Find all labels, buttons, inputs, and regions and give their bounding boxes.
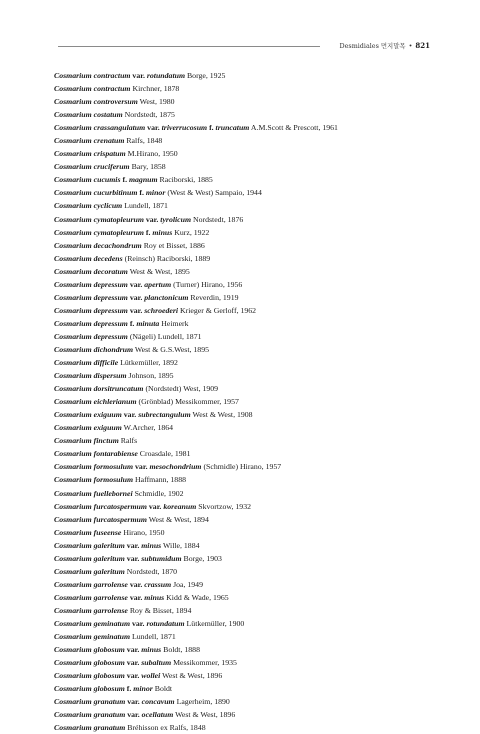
running-header xyxy=(58,40,430,52)
species-name: Cosmarium furcatospermum xyxy=(54,514,147,524)
species-author: (Turner) Hirano, 1956 xyxy=(173,279,243,289)
species-author: Haffmann, 1888 xyxy=(135,475,186,485)
page-number: 821 xyxy=(415,41,430,50)
species-author: Croasdale, 1981 xyxy=(139,449,191,459)
species-name: Cosmarium contractum xyxy=(54,84,131,94)
species-name: Cosmarium granatum var. ocellatum xyxy=(54,710,174,720)
species-name: Cosmarium cucurbitinum f. minor xyxy=(54,188,166,198)
list-item xyxy=(54,252,444,265)
list-item xyxy=(54,434,444,447)
species-name: Cosmarium depressum xyxy=(54,331,128,341)
species-author: Krieger & Gerloff, 1962 xyxy=(180,305,257,315)
list-item xyxy=(54,408,444,421)
list-item xyxy=(54,591,444,604)
species-author: Boldt xyxy=(154,684,173,694)
species-author: Bary, 1858 xyxy=(131,162,166,172)
list-item xyxy=(54,708,444,721)
species-name: Cosmarium decoratum xyxy=(54,266,128,276)
species-author: West & West, 1894 xyxy=(148,514,209,524)
list-item xyxy=(54,356,444,369)
list-item xyxy=(54,682,444,695)
species-author: (Nägeli) Lundell, 1871 xyxy=(129,331,202,341)
list-item xyxy=(54,343,444,356)
list-item xyxy=(54,134,444,147)
running-title: Desmidiales 먼지말목 xyxy=(339,42,406,50)
list-item xyxy=(54,643,444,656)
species-author: West & West, 1908 xyxy=(192,410,253,420)
species-name: Cosmarium garrolense var. minus xyxy=(54,592,165,602)
species-name: Cosmarium granatum xyxy=(54,723,126,733)
species-name: Cosmarium granatum var. concavum xyxy=(54,697,175,707)
list-item xyxy=(54,500,444,513)
species-name: Cosmarium dispersum xyxy=(54,371,127,381)
species-name: Cosmarium cymatopleurum var. tyrolicum xyxy=(54,214,192,224)
species-author: Boldt, 1888 xyxy=(163,645,200,655)
species-name: Cosmarium galeritum var. minus xyxy=(54,540,162,550)
species-name: Cosmarium globosum var. subaltum xyxy=(54,658,172,668)
list-item xyxy=(54,265,444,278)
list-item xyxy=(54,539,444,552)
species-name: Cosmarium depressum var. planctonicum xyxy=(54,292,189,302)
list-item xyxy=(54,460,444,473)
species-author: (West & West) Sampaio, 1944 xyxy=(167,188,262,198)
species-author: A.M.Scott & Prescott, 1961 xyxy=(250,123,338,133)
species-name: Cosmarium depressum var. schroederi xyxy=(54,305,179,315)
species-author: West & West, 1895 xyxy=(129,266,190,276)
list-item xyxy=(54,304,444,317)
list-item xyxy=(54,447,444,460)
species-name: Cosmarium formosulum xyxy=(54,475,134,485)
species-name: Cosmarium cyclicum xyxy=(54,201,123,211)
list-item xyxy=(54,95,444,108)
species-name: Cosmarium crispatum xyxy=(54,149,126,159)
list-item xyxy=(54,82,444,95)
species-name: Cosmarium furcatospermum var. koreanum xyxy=(54,501,197,511)
species-author: Lütkemüller, 1892 xyxy=(120,358,178,368)
list-item xyxy=(54,213,444,226)
species-name: Cosmarium dichondrum xyxy=(54,344,134,354)
header-rule xyxy=(58,46,320,47)
list-item xyxy=(54,617,444,630)
list-item xyxy=(54,173,444,186)
species-name: Cosmarium garrolense var. crassum xyxy=(54,579,172,589)
species-author: (Schmidle) Hirano, 1957 xyxy=(203,462,282,472)
species-name: Cosmarium exiguum var. subrectangulum xyxy=(54,410,191,420)
species-name: Cosmarium decedens xyxy=(54,253,123,263)
species-name: Cosmarium depressum var. apertum xyxy=(54,279,172,289)
species-name: Cosmarium galeritum xyxy=(54,566,125,576)
list-item xyxy=(54,487,444,500)
species-name: Cosmarium fuseense xyxy=(54,527,122,537)
species-author: (Grönblad) Messikommer, 1957 xyxy=(138,397,239,407)
list-item xyxy=(54,656,444,669)
species-author: Lundell, 1871 xyxy=(132,632,176,642)
species-author: Reverdin, 1919 xyxy=(190,292,239,302)
list-item xyxy=(54,565,444,578)
list-item xyxy=(54,604,444,617)
species-author: Nordstedt, 1870 xyxy=(126,566,178,576)
species-name: Cosmarium formosulum var. mesochondrium xyxy=(54,462,202,472)
list-item xyxy=(54,669,444,682)
list-item xyxy=(54,630,444,643)
species-author: Kurz, 1922 xyxy=(174,227,210,237)
species-author: Hirano, 1950 xyxy=(123,527,165,537)
list-item xyxy=(54,160,444,173)
species-author: Ralfs xyxy=(120,436,138,446)
species-author: Lütkemüller, 1900 xyxy=(186,618,245,628)
species-name: Cosmarium difficile xyxy=(54,358,119,368)
species-author: Joa, 1949 xyxy=(173,579,203,589)
species-author: Lagerheim, 1890 xyxy=(176,697,230,707)
list-item xyxy=(54,291,444,304)
species-name: Cosmarium globosum var. wollei xyxy=(54,671,161,681)
species-author: Borge, 1903 xyxy=(183,553,222,563)
species-name: Cosmarium garrolense xyxy=(54,605,128,615)
species-name: Cosmarium globosum var. minus xyxy=(54,645,162,655)
species-author: W.Archer, 1864 xyxy=(123,423,174,433)
species-name: Cosmarium geminatum var. rotundatum xyxy=(54,618,185,628)
species-list xyxy=(54,69,444,734)
list-item xyxy=(54,369,444,382)
species-name: Cosmarium crassangulatum var. triverrucosum f. truncatum xyxy=(54,123,250,133)
species-name: Cosmarium finctum xyxy=(54,436,119,446)
list-item xyxy=(54,108,444,121)
species-name: Cosmarium crenatum xyxy=(54,136,125,146)
species-name: Cosmarium globosum f. minor xyxy=(54,684,153,694)
species-author: Lundell, 1871 xyxy=(124,201,168,211)
species-author: (Nordstedt) West, 1909 xyxy=(145,384,219,394)
header-text xyxy=(340,40,430,52)
list-item xyxy=(54,473,444,486)
species-author: Johnson, 1895 xyxy=(128,371,174,381)
list-item xyxy=(54,695,444,708)
species-author: M.Hirano, 1950 xyxy=(127,149,178,159)
species-author: Roy & Bisset, 1894 xyxy=(129,605,192,615)
list-item xyxy=(54,186,444,199)
species-author: Roy et Bisset, 1886 xyxy=(143,240,205,250)
species-author: Borge, 1925 xyxy=(186,71,226,80)
list-item xyxy=(54,526,444,539)
list-item xyxy=(54,121,444,134)
species-author: Messikommer, 1935 xyxy=(173,658,237,668)
species-name: Cosmarium decachondrum xyxy=(54,240,142,250)
species-name: Cosmarium galeritum var. subtumidum xyxy=(54,553,182,563)
species-name: Cosmarium dorsitruncatum xyxy=(54,384,144,394)
list-item xyxy=(54,421,444,434)
species-author: West & West, 1896 xyxy=(162,671,223,681)
species-author: Skvortzow, 1932 xyxy=(198,501,252,511)
species-author: Nordstedt, 1875 xyxy=(124,110,175,120)
species-author: Bréhisson ex Ralfs, 1848 xyxy=(127,723,206,733)
species-author: Ralfs, 1848 xyxy=(126,136,163,146)
species-name: Cosmarium depressum f. minuta xyxy=(54,318,160,328)
species-author: (Reinsch) Raciborski, 1889 xyxy=(124,253,211,263)
species-author: West & G.S.West, 1895 xyxy=(134,344,210,354)
species-name: Cosmarium eichlerianum xyxy=(54,397,137,407)
list-item xyxy=(54,578,444,591)
list-item xyxy=(54,330,444,343)
species-name: Cosmarium cruciferum xyxy=(54,162,130,172)
list-item xyxy=(54,69,444,82)
species-name: Cosmarium exiguum xyxy=(54,423,122,433)
species-name: Cosmarium contractum var. rotundatum xyxy=(54,71,186,80)
list-item xyxy=(54,239,444,252)
list-item xyxy=(54,226,444,239)
species-author: Wille, 1884 xyxy=(163,540,200,550)
species-author: Schmidle, 1902 xyxy=(134,488,184,498)
list-item xyxy=(54,199,444,212)
species-author: Kidd & Wade, 1965 xyxy=(166,592,229,602)
species-name: Cosmarium cymatopleurum f. minus xyxy=(54,227,173,237)
species-name: Cosmarium fuellebornei xyxy=(54,488,133,498)
list-item xyxy=(54,513,444,526)
species-name: Cosmarium costatum xyxy=(54,110,123,120)
species-author: Nordstedt, 1876 xyxy=(193,214,244,224)
list-item xyxy=(54,317,444,330)
species-name: Cosmarium controversum xyxy=(54,97,138,107)
species-author: West, 1980 xyxy=(139,97,175,107)
species-name: Cosmarium geminatum xyxy=(54,632,131,642)
species-author: Kirchner, 1878 xyxy=(132,84,180,94)
species-author: Raciborski, 1885 xyxy=(159,175,213,185)
list-item xyxy=(54,552,444,565)
list-item xyxy=(54,147,444,160)
list-item xyxy=(54,721,444,734)
species-name: Cosmarium fontarabiense xyxy=(54,449,138,459)
species-author: Heimerk xyxy=(161,318,189,328)
list-item xyxy=(54,382,444,395)
species-name: Cosmarium cucumis f. magnum xyxy=(54,175,158,185)
list-item xyxy=(54,278,444,291)
header-separator: • xyxy=(408,42,413,50)
list-item xyxy=(54,395,444,408)
species-author: West & West, 1896 xyxy=(175,710,236,720)
